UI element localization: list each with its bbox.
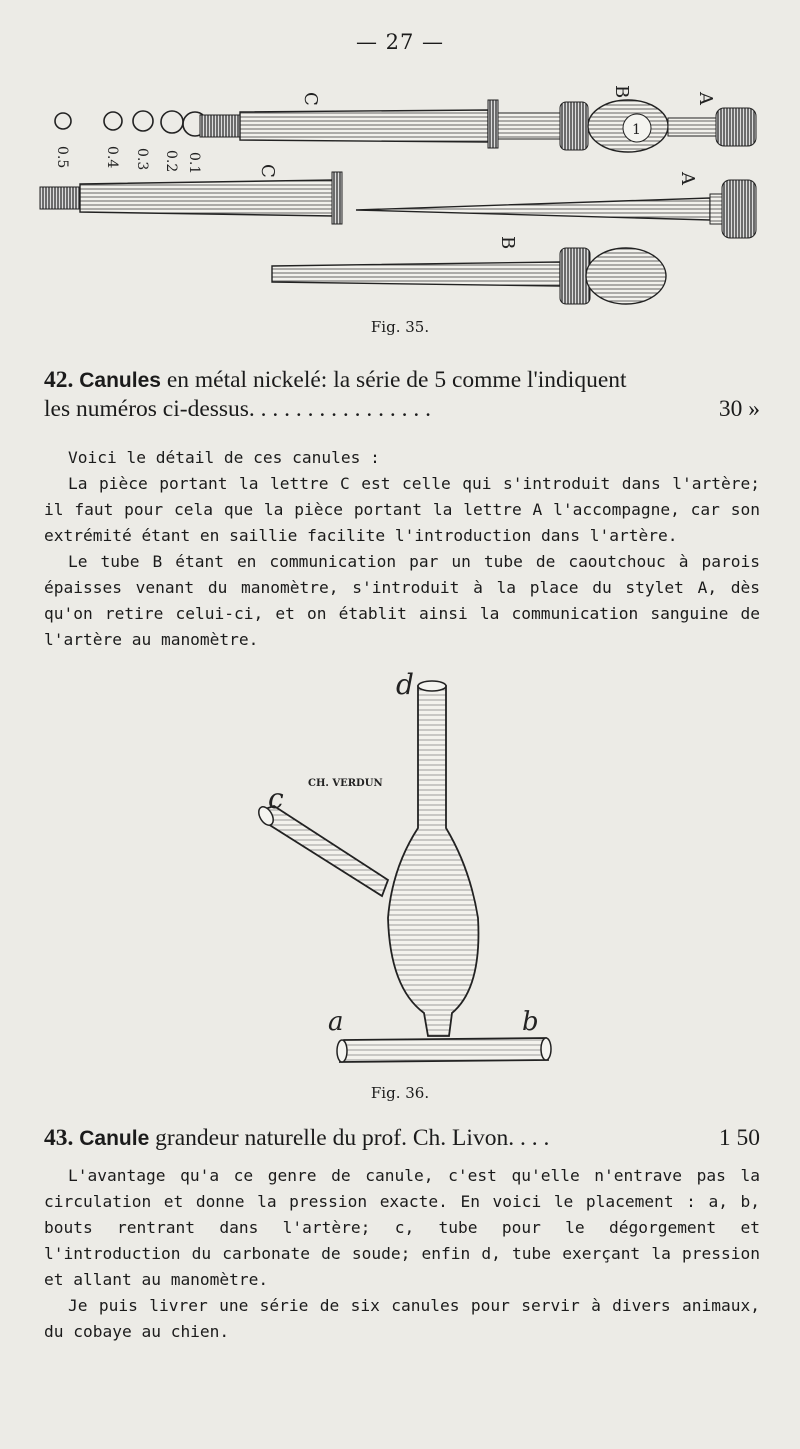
horizontal-tube-ab (340, 1038, 548, 1062)
label-a: a (328, 1007, 344, 1037)
size-label-5: 0.5 (54, 146, 70, 169)
size-label-1: 0.1 (186, 152, 202, 175)
side-tube-c (262, 806, 388, 896)
details-intro: Voici le détail de ces canules : (68, 448, 380, 467)
cannula-size-series (54, 111, 207, 174)
entry-43 (44, 1124, 760, 1153)
size-label-4: 0.4 (104, 146, 120, 169)
size-circle-4 (104, 112, 122, 130)
entry-42-number: 42. (44, 367, 74, 393)
size-circle-3 (133, 111, 153, 131)
label-B-top: B (611, 85, 632, 99)
size-circle-5 (55, 113, 71, 129)
label-A: A (677, 172, 698, 185)
size-label-2: 0.2 (163, 150, 179, 173)
label-A-top: A (695, 92, 716, 105)
entry-42-keyword: Canules (79, 369, 161, 392)
assembled-cannula (200, 85, 756, 152)
label-B: B (497, 236, 518, 250)
entry-43-number: 43. (44, 1125, 74, 1151)
size-label-3: 0.3 (134, 148, 150, 171)
engraver-signature: CH. VERDUN (308, 778, 383, 789)
entry-43-keyword: Canule (79, 1127, 150, 1150)
figure-36-caption: Fig. 36. (370, 1084, 430, 1102)
label-C-top: C (300, 92, 321, 106)
details-paragraph-2: Le tube B étant en communication par un tube de caoutchouc à parois épaisses venant du manomètre, s'introduit à la place du stylet A, dès qu'on retire celui-ci, et on établit ainsi la communication sanguine de l'artère au manomètre. (44, 552, 760, 649)
entry-42-text-line1: en métal nickelé: la série de 5 comme l'indiquent (166, 367, 627, 393)
label-c: c (268, 782, 284, 815)
piece-B-tube (272, 236, 666, 304)
label-d: d (396, 668, 414, 701)
cannula-number-mark: 1 (632, 122, 641, 138)
label-b: b (522, 1007, 539, 1037)
entry-42 (44, 366, 760, 424)
entry-43-paragraph-1: L'avantage qu'a ce genre de canule, c'est qu'elle n'entrave pas la circulation et donne la pression exacte. En voici le placement : a, b, bouts rentrant dans l'artère; c, tube pour le dégorgement et l'introduction du carbonate de soude; enfin d, tube exerçant la pression et allant au manomètre. (44, 1166, 760, 1289)
figure-36-illustration (0, 668, 800, 1078)
entry-43-text: grandeur naturelle du prof. Ch. Livon. . . . (155, 1125, 550, 1151)
details-body (44, 471, 760, 653)
figure-35-caption: Fig. 35. (370, 318, 430, 336)
details-paragraph-1: La pièce portant la lettre C est celle qui s'introduit dans l'artère; il faut pour cela que la pièce portant la lettre A l'accompagne, car son extrémité étant en saillie facilite l'introduction dans l'artère. (44, 474, 760, 545)
entry-43-body (44, 1163, 760, 1345)
entry-43-paragraph-2: Je puis livrer une série de six canules pour servir à divers animaux, du cobaye au chien. (44, 1296, 760, 1341)
figure-35-illustration (0, 80, 800, 320)
piece-A-stylet (356, 171, 756, 238)
label-C: C (257, 164, 278, 178)
page-number: — 27 — (355, 30, 445, 54)
size-circle-2 (161, 111, 183, 133)
glass-bulb-tube-d (388, 683, 478, 1036)
entry-43-price: 1 50 (718, 1125, 760, 1151)
entry-42-price: 30 » (718, 396, 760, 422)
entry-42-text-line2: les numéros ci-dessus. . . . . . . . . . . . . . . . (44, 396, 432, 422)
